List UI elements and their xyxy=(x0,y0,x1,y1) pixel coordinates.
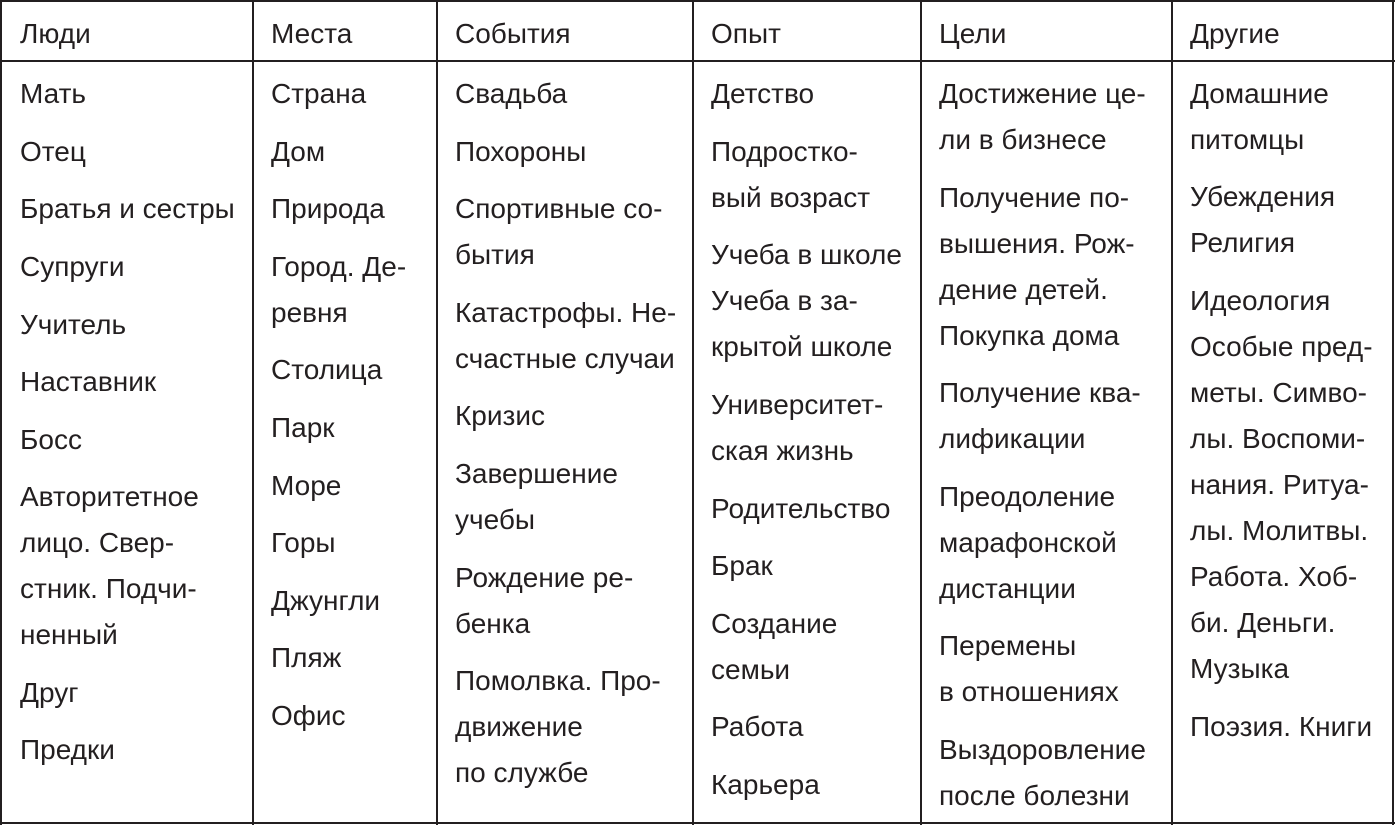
table-cell-line: Работа. Хоб- xyxy=(1190,561,1358,592)
table-cell-line: Рождение ре- xyxy=(455,562,634,593)
table-cell-line: Босс xyxy=(20,424,82,455)
table-cell-line: после болезни xyxy=(939,780,1130,811)
table-cell-line: Брак xyxy=(711,550,773,581)
table-cell-line: Свадьба xyxy=(455,78,568,109)
table-cell-line: Наставник xyxy=(20,366,157,397)
column-header-people: Люди xyxy=(20,18,91,49)
table-cell-line: Друг xyxy=(20,677,79,708)
table-cell-line: Горы xyxy=(271,527,336,558)
table-cell-line: Офис xyxy=(271,700,346,731)
table-cell-line: вышения. Рож- xyxy=(939,228,1135,259)
table-cell-line: лификации xyxy=(939,423,1086,454)
table-right-border xyxy=(1392,0,1394,825)
column-divider xyxy=(1171,0,1173,825)
table-cell-line: крытой школе xyxy=(711,331,893,362)
table-cell-line: лы. Молитвы. xyxy=(1190,515,1369,546)
table-left-border xyxy=(0,0,2,825)
table-cell-line: Выздоровление xyxy=(939,734,1146,765)
table-cell-line: ли в бизнесе xyxy=(939,124,1107,155)
table-cell-line: Создание xyxy=(711,608,838,639)
table-cell-line: лы. Воспоми- xyxy=(1190,423,1366,454)
column-header-other: Другие xyxy=(1190,18,1280,49)
table-cell-line: Страна xyxy=(271,78,367,109)
table-cell-line: Авторитетное xyxy=(20,481,199,512)
table-cell-line: Домашние xyxy=(1190,78,1329,109)
table-cell-line: Поэзия. Книги xyxy=(1190,711,1373,742)
table-cell-line: Университет- xyxy=(711,389,884,420)
table-cell-line: Парк xyxy=(271,412,335,443)
table-cell-line: Братья и сестры xyxy=(20,193,235,224)
column-header-experience: Опыт xyxy=(711,18,781,49)
table-cell-line: Покупка дома xyxy=(939,320,1120,351)
table-cell-line: Религия xyxy=(1190,227,1296,258)
table-cell-line: Отец xyxy=(20,136,86,167)
table-cell-line: Учеба в школе xyxy=(711,239,902,270)
table-cell-line: ревня xyxy=(271,297,348,328)
table-cell-line: в отношениях xyxy=(939,676,1119,707)
table-cell-line: Город. Де- xyxy=(271,251,407,282)
table-cell-line: Особые пред- xyxy=(1190,331,1373,362)
table-cell-line: ская жизнь xyxy=(711,435,854,466)
table-cell-line: Учитель xyxy=(20,309,127,340)
table-cell-line: би. Деньги. xyxy=(1190,607,1336,638)
header-divider xyxy=(0,60,1395,62)
column-divider xyxy=(252,0,254,825)
table-cell-line: движение xyxy=(455,711,583,742)
table-cell-line: Катастрофы. Не- xyxy=(455,297,677,328)
table-cell-line: Похороны xyxy=(455,136,587,167)
table-cell-line: учебы xyxy=(455,504,536,535)
table-cell-line: Идеология xyxy=(1190,285,1331,316)
table-cell-line: Море xyxy=(271,470,342,501)
table-cell-line: Мать xyxy=(20,78,87,109)
column-divider xyxy=(920,0,922,825)
table-cell-line: семьи xyxy=(711,654,791,685)
table-cell-line: бытия xyxy=(455,239,535,270)
table-cell-line: дистанции xyxy=(939,573,1076,604)
table-cell-line: Родительство xyxy=(711,493,891,524)
table-cell-line: Подростко- xyxy=(711,136,858,167)
table-cell-line: Учеба в за- xyxy=(711,285,858,316)
table-cell-line: Дом xyxy=(271,136,326,167)
table-cell-line: вый возраст xyxy=(711,182,871,213)
column-divider xyxy=(692,0,694,825)
table-cell-line: Карьера xyxy=(711,769,820,800)
table-cell-line: Музыка xyxy=(1190,653,1290,684)
table-cell-line: стник. Подчи- xyxy=(20,573,197,604)
table-cell-line: Предки xyxy=(20,734,115,765)
column-header-places: Места xyxy=(271,18,353,49)
table-cell-line: по службе xyxy=(455,757,589,788)
table-cell-line: Помолвка. Про- xyxy=(455,665,661,696)
table-cell-line: Столица xyxy=(271,354,383,385)
table-cell-line: ненный xyxy=(20,619,118,650)
table-cell-line: Достижение це- xyxy=(939,78,1146,109)
table-cell-line: Получение ква- xyxy=(939,377,1141,408)
table-cell-line: Преодоление xyxy=(939,481,1116,512)
table-cell-line: Природа xyxy=(271,193,385,224)
table-cell-line: Супруги xyxy=(20,251,125,282)
table-cell-line: Джунгли xyxy=(271,585,381,616)
table-cell-line: Получение по- xyxy=(939,182,1130,213)
table-cell-line: Работа xyxy=(711,711,804,742)
table-bottom-border xyxy=(0,822,1395,824)
column-header-events: События xyxy=(455,18,571,49)
table-cell-line: Перемены xyxy=(939,630,1077,661)
table-cell-line: Кризис xyxy=(455,400,546,431)
table-cell-line: Детство xyxy=(711,78,815,109)
column-divider xyxy=(436,0,438,825)
table-cell-line: лицо. Свер- xyxy=(20,527,175,558)
column-header-goals: Цели xyxy=(939,18,1007,49)
table-cell-line: нания. Ритуа- xyxy=(1190,469,1369,500)
table-cell-line: счастные случаи xyxy=(455,343,675,374)
table-cell-line: Завершение xyxy=(455,458,618,489)
table-top-border xyxy=(0,0,1395,2)
table-cell-line: дение детей. xyxy=(939,274,1108,305)
table-cell-line: Убеждения xyxy=(1190,181,1336,212)
table-cell-line: меты. Симво- xyxy=(1190,377,1367,408)
table-cell-line: Спортивные со- xyxy=(455,193,663,224)
table-cell-line: Пляж xyxy=(271,642,342,673)
table-cell-line: бенка xyxy=(455,608,531,639)
table-cell-line: питомцы xyxy=(1190,124,1305,155)
table-cell-line: марафонской xyxy=(939,527,1117,558)
